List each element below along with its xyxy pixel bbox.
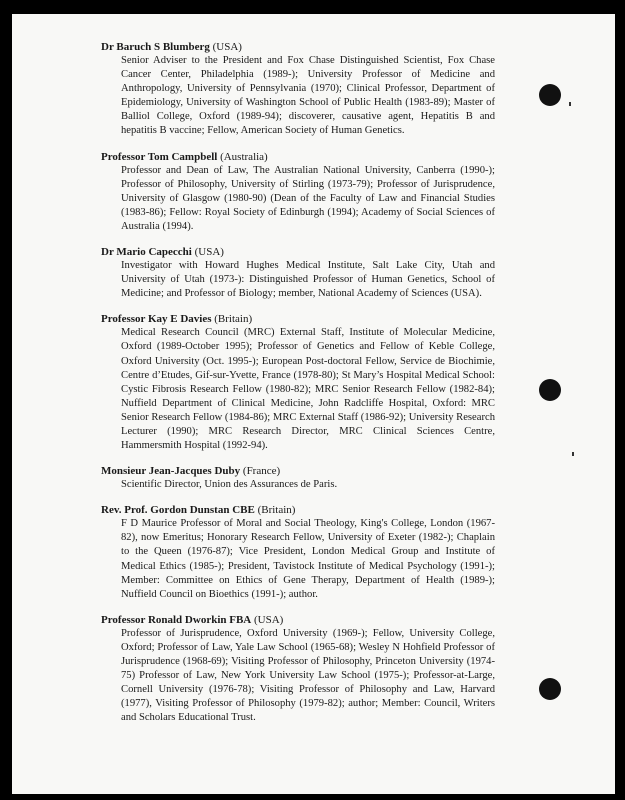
- entry-capecchi: [101, 245, 495, 301]
- entry-heading: [101, 464, 495, 478]
- person-name: Rev. Prof. Gordon Dunstan CBE: [101, 504, 255, 517]
- person-name: Professor Ronald Dworkin FBA: [101, 613, 252, 626]
- entry-description: Scientific Director, Union des Assurances de Paris.: [121, 479, 338, 491]
- entry-heading: [101, 613, 495, 627]
- person-name: Monsieur Jean-Jacques Duby: [101, 465, 241, 478]
- paper-speck: [569, 102, 571, 106]
- document-page: [12, 14, 615, 794]
- entry-heading: [101, 40, 495, 54]
- entry-description: Professor of Jurisprudence, Oxford University (1969-); Fellow, University College, Oxford; Professor of Law, Yale Law School (1965-68); Wesley N Hohfield Professor of Jurisprudence (1968-69); Visiting Professor of Philosophy, Princeton University (1974-75) Professor of Law, New York University Law School (1975-); Professor-at-Large, Cornell University (1976-78); Visiting Professor of Philosophy and Law, Harvard (1977), Visiting Professor of Philosophy (1979-82); author; Member: Council, Writers and Scholars Educational Trust.: [121, 627, 495, 724]
- entry-dworkin: [101, 613, 495, 726]
- person-country: (Britain): [257, 504, 296, 517]
- entry-description: Senior Adviser to the President and Fox Chase Distinguished Scientist, Fox Chase Cancer Center, Philadelphia (1989-); University Professor of Medicine and Anthropology, University of Pennsylvania (1970); Clinical Professor, Department of Epidemiology, University of Washington School of Public Health (1983-89); Master of Balliol College, Oxford (1989-94); discoverer, causative agent, Hepatitis B and hepatitis B vaccine; Fellow, American Society of Human Genetics.: [121, 55, 495, 137]
- punch-hole-top: [539, 84, 561, 106]
- person-name: Professor Tom Campbell: [101, 150, 218, 163]
- entry-davies: [101, 312, 495, 453]
- paper-speck: [572, 452, 574, 456]
- person-country: (USA): [194, 246, 224, 259]
- entry-description: F D Maurice Professor of Moral and Social Theology, King's College, London (1967-82), now Emeritus; Honorary Research Fellow, University of Exeter (1982-); Chaplain to the Queen (1976-87); Vice President, London Medical Group and Institute of Medical Ethics (1985-); President, Tavistock Institute of Medical Psychology (1991-); Member: Committee on Ethics of Gene Therapy, Department of Health (1989-); Nuffield Council on Bioethics (1991-); author.: [121, 518, 495, 600]
- punch-hole-bottom: [539, 678, 561, 700]
- entry-heading: [101, 312, 495, 326]
- person-country: (USA): [254, 613, 284, 626]
- entry-blumberg: [101, 40, 495, 139]
- entry-campbell: [101, 150, 495, 234]
- biography-list: [101, 40, 495, 736]
- entry-dunstan: [101, 503, 495, 602]
- entry-description: Investigator with Howard Hughes Medical Institute, Salt Lake City, Utah and University of Utah (1973-): Distinguished Professor of Human Genetics, School of Medicine; and Professor of Biology; member, National Academy of Sciences (USA).: [121, 260, 495, 300]
- person-country: (Britain): [214, 313, 253, 326]
- entry-heading: [101, 503, 495, 517]
- entry-duby: [101, 464, 495, 492]
- person-name: Dr Baruch S Blumberg: [101, 41, 210, 53]
- person-name: Dr Mario Capecchi: [101, 246, 192, 259]
- person-country: (Australia): [220, 150, 268, 163]
- entry-heading: [101, 245, 495, 259]
- entry-heading: [101, 150, 495, 164]
- punch-hole-middle: [539, 379, 561, 401]
- person-country: (USA): [212, 41, 242, 53]
- entry-description: Medical Research Council (MRC) External Staff, Institute of Molecular Medicine, Oxford (1989-October 1995); Professor of Genetics and Fellow of Keble College, Oxford University (Oct. 1995-); European Post-doctoral Fellow, Service de Biochimie, Centre d’Etudes, Gif-sur-Yvette, France (1978-80); St Mary’s Hospital Medical School: Cystic Fibrosis Research Fellow (1980-82); MRC Senior Research Fellow (1982-84); Nuffield Department of Clinical Medicine, John Radcliffe Hospital, Oxford: MRC Senior Research Fellow (1984-86); MRC External Staff (1986-92); University Research Lecturer (1990); MRC Research Director, MRC Clinical Sciences Centre, Hammersmith Hospital (1992-94).: [121, 327, 495, 452]
- entry-description: Professor and Dean of Law, The Australian National University, Canberra (1990-); Professor of Philosophy, University of Stirling (1973-79); Professor of Jurisprudence, University of Glasgow (1980-90) (Dean of the Faculty of Law and Financial Studies (1983-86); Fellow: Royal Society of Edinburgh (1994); Academy of Social Sciences of Australia (1994).: [121, 164, 495, 232]
- person-name: Professor Kay E Davies: [101, 313, 212, 326]
- person-country: (France): [242, 465, 281, 478]
